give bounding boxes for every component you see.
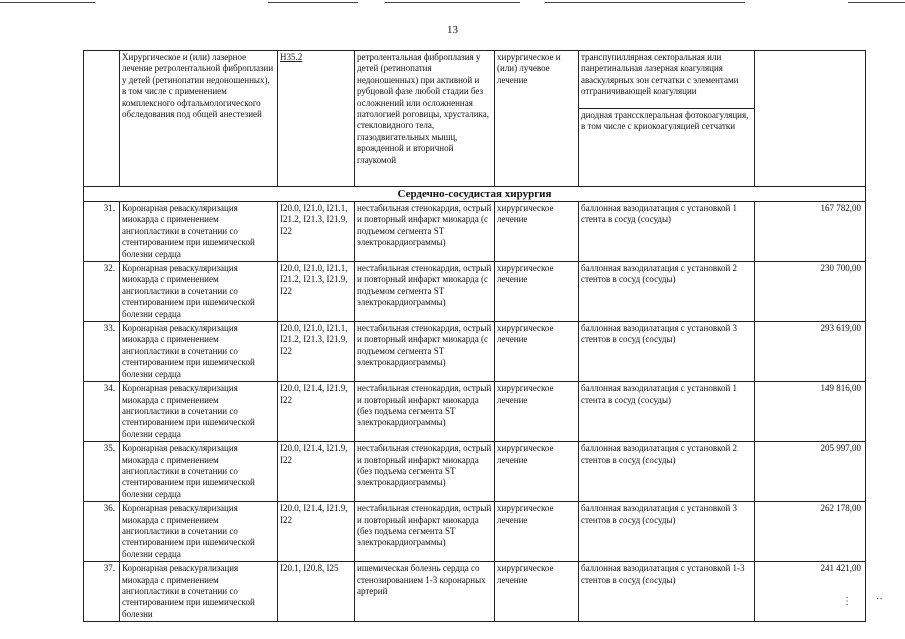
treatment-type: хирургическое лечение (495, 382, 579, 442)
page-number: 13 (447, 24, 458, 36)
patient-model: нестабильная стенокардия, острый и повторный инфаркт миокарда (с подъемом сегмента ST электрокардиограммы) (355, 202, 495, 262)
treatment-type: хирургическое лечение (495, 262, 579, 322)
top-rule-center (385, 2, 520, 3)
patient-model: нестабильная стенокардия, острый и повторный инфаркт миокарда (с подъемом сегмента ST электрокардиограммы) (355, 322, 495, 382)
row-number: 37. (84, 562, 120, 622)
price-cell (755, 51, 866, 187)
row-number: 32. (84, 262, 120, 322)
procedure-name: Коронарная реваскуляризация миокарда с применением ангиопластики в сочетании со стентированием при ишемической болезни сердца (120, 262, 278, 322)
section-title: Сердечно-сосудистая хирургия (84, 187, 866, 202)
treatment-method-2: диодная транссклеральная фотокоагуляция, в том числе с криокоагуляцией сетчатки (579, 108, 754, 134)
price: 167 782,00 (755, 202, 866, 262)
row-number-cell (84, 51, 120, 187)
top-rule-center-right (545, 2, 745, 3)
table-row (84, 202, 866, 262)
patient-model-cell: ретролентальная фиброплазия у детей (ретинопатия недоношенных) при активной и рубцовой фазе любой стадии без осложнений или осложненная патологией роговицы, хрусталика, стекловидного тела, глазодвигательных мышц, врожденной и вторичной глаукомой (355, 51, 495, 187)
table-row (84, 502, 866, 562)
row-number: 34. (84, 382, 120, 442)
row-number: 35. (84, 442, 120, 502)
patient-model: нестабильная стенокардия, острый и повторный инфаркт миокарда (без подъема сегмента ST электрокардиограммы) (355, 442, 495, 502)
price: 205 997,00 (755, 442, 866, 502)
section-header-row (84, 187, 866, 202)
icd-codes: I20.0, I21.0, I21.1, I21.2, I21.3, I21.9, I22 (278, 202, 355, 262)
icd-codes: I20.0, I21.0, I21.1, I21.2, I21.3, I21.9, I22 (278, 322, 355, 382)
top-rule-center-left (268, 2, 358, 3)
treatment-type: хирургическое лечение (495, 442, 579, 502)
treatment-type: хирургическое лечение (495, 562, 579, 622)
top-rule-right (848, 2, 905, 3)
treatment-type: хирургическое лечение (495, 322, 579, 382)
table-row (84, 322, 866, 382)
table-row (84, 562, 866, 622)
scan-mark-left: ⋮ (842, 596, 852, 607)
treatment-type: хирургическое лечение (495, 202, 579, 262)
icd-codes: I20.0, I21.4, I21.9, I22 (278, 382, 355, 442)
icd-codes: I20.0, I21.0, I21.1, I21.2, I21.3, I21.9, I22 (278, 262, 355, 322)
patient-model: нестабильная стенокардия, острый и повторный инфаркт миокарда (без подъема сегмента ST электрокардиограммы) (355, 502, 495, 562)
table-row-retinopathy (84, 51, 866, 187)
procedure-name: Коронарная реваскуляризация миокарда с применением ангиопластики в сочетании со стентированием при ишемической болезни сердца (120, 382, 278, 442)
price: 293 619,00 (755, 322, 866, 382)
row-number: 36. (84, 502, 120, 562)
procedures-table (83, 50, 866, 622)
patient-model: нестабильная стенокардия, острый и повторный инфаркт миокарда (с подъемом сегмента ST электрокардиограммы) (355, 262, 495, 322)
procedure-name: Коронарная реваскуляризация миокарда с применением ангиопластики в сочетании со стентированием при ишемической болезни сердца (120, 442, 278, 502)
treatment-method-1: транспупиллярная секторальная или панретинальная лазерная коагуляция аваскулярных зон сетчатки с элементами отграничивающей коагуляции (581, 52, 739, 97)
treatment-method: баллонная вазодилатация с установкой 1 стента в сосуд (сосуды) (579, 202, 755, 262)
icd-codes: I20.0, I21.4, I21.9, I22 (278, 442, 355, 502)
table-row (84, 382, 866, 442)
price: 262 178,00 (755, 502, 866, 562)
treatment-method: баллонная вазодилатация с установкой 1-3 стентов в сосуд (сосуды) (579, 562, 755, 622)
table-row (84, 262, 866, 322)
patient-model: нестабильная стенокардия, острый и повторный инфаркт миокарда (без подъема сегмента ST электрокардиограммы) (355, 382, 495, 442)
treatment-method-cell (579, 51, 755, 187)
procedure-name-cell: Хирургическое и (или) лазерное лечение ретролентальной фиброплазии у детей (ретинопатии недоношенных), в том числе с применением комплексного офтальмологического обследования под общей анестезией (120, 51, 278, 187)
top-rule-left (0, 2, 95, 3)
patient-model: ишемическая болезнь сердца со стенозированием 1-3 коронарных артерий (355, 562, 495, 622)
table-row (84, 442, 866, 502)
treatment-method: баллонная вазодилатация с установкой 3 стентов в сосуд (сосуды) (579, 502, 755, 562)
price: 149 816,00 (755, 382, 866, 442)
row-number: 31. (84, 202, 120, 262)
icd-codes: I20.1, I20.8, I25 (278, 562, 355, 622)
treatment-method: баллонная вазодилатация с установкой 2 стентов в сосуд (сосуды) (579, 262, 755, 322)
procedure-name: Коронарная реваскурялизация миокарда с применением ангиопластики в сочетании со стентированием при ишемической болезни (120, 562, 278, 622)
procedure-name: Коронарная реваскуляризация миокарда с применением ангиопластики в сочетании со стентированием при ишемической болезни сердца (120, 202, 278, 262)
treatment-method: баллонная вазодилатация с установкой 3 стентов в сосуд (сосуды) (579, 322, 755, 382)
icd-codes: I20.0, I21.4, I21.9, I22 (278, 502, 355, 562)
icd-code-link[interactable]: H35.2 (280, 52, 303, 62)
treatment-method: баллонная вазодилатация с установкой 2 стентов в сосуд (сосуды) (579, 442, 755, 502)
treatment-method: баллонная вазодилатация с установкой 1 стента в сосуд (сосуды) (579, 382, 755, 442)
treatment-type-cell: хирургическое и (или) лучевое лечение (495, 51, 579, 187)
price: 241 421,00 (755, 562, 866, 622)
row-number: 33. (84, 322, 120, 382)
procedure-name: Коронарная реваскуляризация миокарда с применением ангиопластики в сочетании со стентированием при ишемической болезни сердца (120, 502, 278, 562)
icd-codes-cell (278, 51, 355, 187)
price: 230 700,00 (755, 262, 866, 322)
procedure-name: Коронарная реваскуляризация миокарда с применением ангиопластики в сочетании со стентированием при ишемической болезни сердца (120, 322, 278, 382)
treatment-type: хирургическое лечение (495, 502, 579, 562)
scan-mark-right: ⋅⋅ (876, 594, 883, 605)
